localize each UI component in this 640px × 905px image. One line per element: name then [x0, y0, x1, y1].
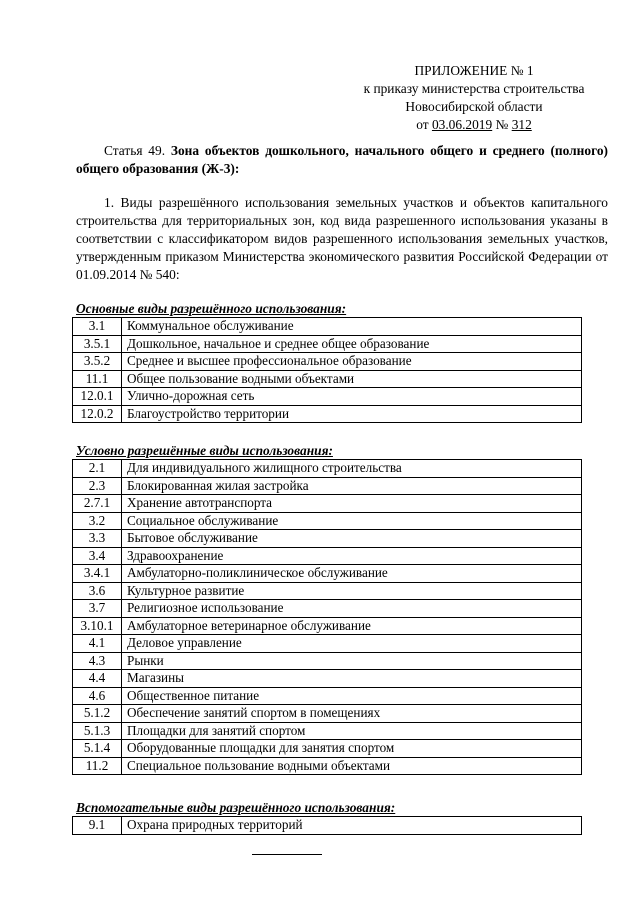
use-name: Оборудованные площадки для занятия спортом: [122, 740, 582, 758]
use-name: Бытовое обслуживание: [122, 530, 582, 548]
appendix-header: [344, 62, 604, 134]
use-name: Рынки: [122, 652, 582, 670]
use-code: 2.7.1: [73, 495, 122, 513]
use-name: Амбулаторно-поликлиническое обслуживание: [122, 565, 582, 583]
article-heading: [76, 142, 608, 178]
table-row: [73, 722, 582, 740]
table-row: [73, 652, 582, 670]
use-name: Коммунальное обслуживание: [122, 318, 582, 336]
auxiliary-uses-title: Вспомогательные виды разрешённого использования:: [76, 800, 396, 815]
table-row: [73, 530, 582, 548]
date-prefix: от: [416, 117, 432, 132]
table-row: [73, 335, 582, 353]
use-code: 5.1.4: [73, 740, 122, 758]
use-code: 4.1: [73, 635, 122, 653]
use-name: Амбулаторное ветеринарное обслуживание: [122, 617, 582, 635]
use-code: 4.6: [73, 687, 122, 705]
intro-paragraph: 1. Виды разрешённого использования земельных участков и объектов капитального строительства для территориальных зон, код вида разрешенного использования указаны в соответствии с классификатором видов разрешенного использования земельных участков, утвержденным приказом Министерства экономического развития Российской Федерации от 01.09.2014 № 540:: [76, 195, 608, 282]
table-row: [73, 370, 582, 388]
use-name: Блокированная жилая застройка: [122, 477, 582, 495]
use-code: 3.2: [73, 512, 122, 530]
conditional-uses-title: Условно разрешённые виды использования:: [76, 443, 333, 458]
table-row: [73, 600, 582, 618]
table-row: [73, 617, 582, 635]
use-name: Общественное питание: [122, 687, 582, 705]
table-row: [73, 635, 582, 653]
use-name: Специальное пользование водными объектами: [122, 757, 582, 775]
table-row: [73, 687, 582, 705]
article-title: Зона объектов дошкольного, начального общего и среднего (полного) общего образования (Ж-3):: [76, 143, 608, 176]
table-row: [73, 512, 582, 530]
use-name: Дошкольное, начальное и среднее общее образование: [122, 335, 582, 353]
appendix-region-line: Новосибирской области: [405, 99, 543, 114]
table-row: [73, 705, 582, 723]
use-name: Магазины: [122, 670, 582, 688]
table-row: [73, 740, 582, 758]
main-uses-title: Основные виды разрешённого использования:: [76, 301, 347, 316]
table-row: [73, 353, 582, 371]
use-code: 3.3: [73, 530, 122, 548]
use-code: 12.0.1: [73, 388, 122, 406]
appendix-order-line: к приказу министерства строительства: [363, 81, 585, 96]
use-code: 3.4: [73, 547, 122, 565]
use-name: Здравоохранение: [122, 547, 582, 565]
use-name: Общее пользование водными объектами: [122, 370, 582, 388]
table-row: [73, 817, 582, 835]
table-row: [73, 495, 582, 513]
use-code: 3.6: [73, 582, 122, 600]
table-row: [73, 670, 582, 688]
use-code: 3.4.1: [73, 565, 122, 583]
table-row: [73, 460, 582, 478]
table-row: [73, 388, 582, 406]
use-name: Деловое управление: [122, 635, 582, 653]
use-code: 11.1: [73, 370, 122, 388]
use-name: Улично-дорожная сеть: [122, 388, 582, 406]
use-code: 3.10.1: [73, 617, 122, 635]
use-name: Для индивидуального жилищного строительства: [122, 460, 582, 478]
use-name: Социальное обслуживание: [122, 512, 582, 530]
order-number: 312: [511, 117, 532, 132]
conditional-uses-table: [72, 459, 582, 775]
table-row: [73, 582, 582, 600]
use-name: Обеспечение занятий спортом в помещениях: [122, 705, 582, 723]
use-code: 4.3: [73, 652, 122, 670]
use-name: Среднее и высшее профессиональное образование: [122, 353, 582, 371]
use-code: 5.1.2: [73, 705, 122, 723]
use-name: Площадки для занятий спортом: [122, 722, 582, 740]
use-name: Хранение автотранспорта: [122, 495, 582, 513]
footer-divider: [252, 854, 322, 855]
use-name: Религиозное использование: [122, 600, 582, 618]
table-row: [73, 565, 582, 583]
use-code: 12.0.2: [73, 405, 122, 423]
number-prefix: №: [492, 117, 512, 132]
use-code: 3.7: [73, 600, 122, 618]
use-code: 3.5.1: [73, 335, 122, 353]
main-uses-table: [72, 317, 582, 423]
table-row: [73, 318, 582, 336]
article-prefix: Статья 49.: [104, 143, 171, 158]
use-code: 2.1: [73, 460, 122, 478]
use-code: 2.3: [73, 477, 122, 495]
use-code: 5.1.3: [73, 722, 122, 740]
appendix-title: ПРИЛОЖЕНИЕ № 1: [414, 63, 534, 78]
use-code: 11.2: [73, 757, 122, 775]
use-code: 3.5.2: [73, 353, 122, 371]
order-date: 03.06.2019: [431, 117, 493, 132]
auxiliary-uses-table: [72, 816, 582, 835]
table-row: [73, 405, 582, 423]
use-name: Благоустройство территории: [122, 405, 582, 423]
table-row: [73, 547, 582, 565]
table-row: [73, 757, 582, 775]
use-name: Охрана природных территорий: [122, 817, 582, 835]
appendix-date-line: [344, 116, 604, 134]
use-code: 9.1: [73, 817, 122, 835]
use-name: Культурное развитие: [122, 582, 582, 600]
use-code: 4.4: [73, 670, 122, 688]
table-row: [73, 477, 582, 495]
use-code: 3.1: [73, 318, 122, 336]
